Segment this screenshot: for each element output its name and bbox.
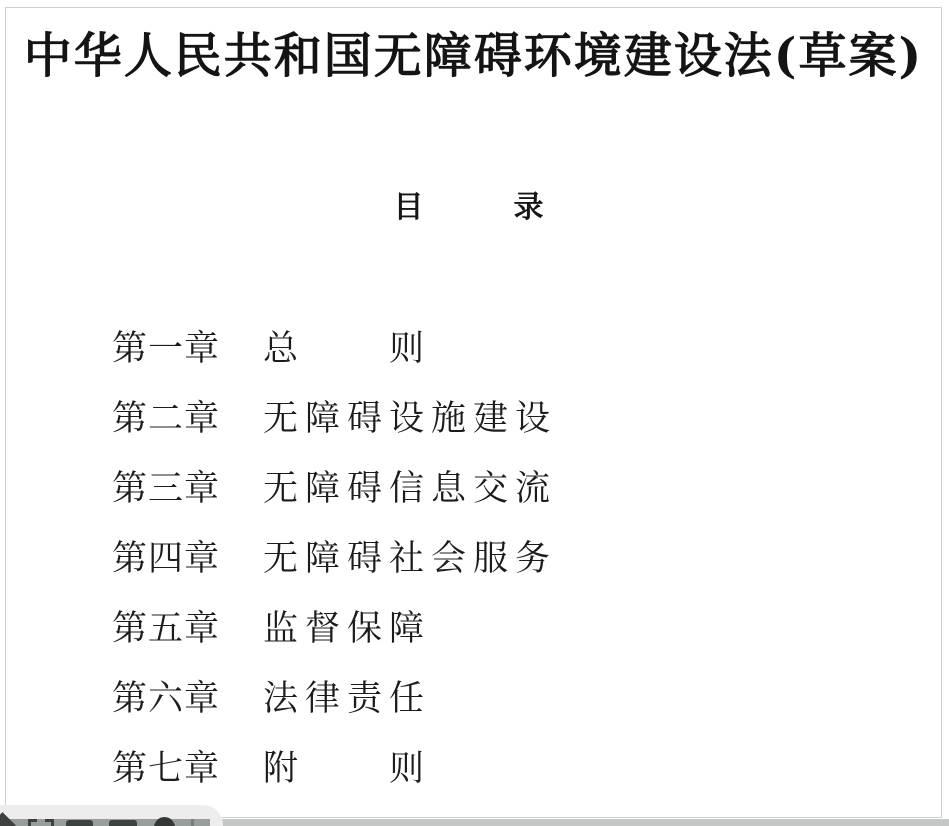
toc-row — [112, 661, 901, 731]
toc-row — [112, 591, 901, 661]
notes-panel-icon[interactable] — [109, 820, 137, 826]
toc-title: 附 则 — [263, 749, 432, 789]
keyboard-icon[interactable] — [66, 820, 93, 826]
toc-heading: 目 录 — [393, 190, 554, 225]
toc-title: 无障碍设施建设 — [263, 399, 558, 439]
toc-title: 总 则 — [263, 329, 432, 369]
toc-list — [112, 311, 901, 801]
toc-chapter: 第三章 — [112, 469, 221, 509]
toc-chapter: 第二章 — [112, 399, 221, 439]
toc-row — [112, 731, 901, 801]
document-title: 中华人民共和国无障碍环境建设法(草案) — [23, 28, 924, 84]
toc-chapter: 第七章 — [112, 749, 221, 789]
toc-row — [112, 451, 901, 521]
toc-chapter: 第五章 — [112, 609, 221, 649]
toc-title: 监督保障 — [263, 609, 432, 649]
toc-row — [112, 381, 901, 451]
toc-chapter: 第四章 — [112, 539, 221, 579]
crop-brackets-icon[interactable] — [28, 819, 54, 826]
floating-toolbar[interactable] — [0, 805, 223, 826]
toc-title: 无障碍社会服务 — [263, 539, 558, 579]
document-page — [5, 7, 942, 818]
toc-row — [112, 311, 901, 381]
toc-title: 法律责任 — [263, 679, 432, 719]
toc-row — [112, 521, 901, 591]
toc-title: 无障碍信息交流 — [263, 469, 558, 509]
toolbar-divider — [191, 819, 194, 826]
toc-chapter: 第六章 — [112, 679, 221, 719]
toc-chapter: 第一章 — [112, 329, 221, 369]
